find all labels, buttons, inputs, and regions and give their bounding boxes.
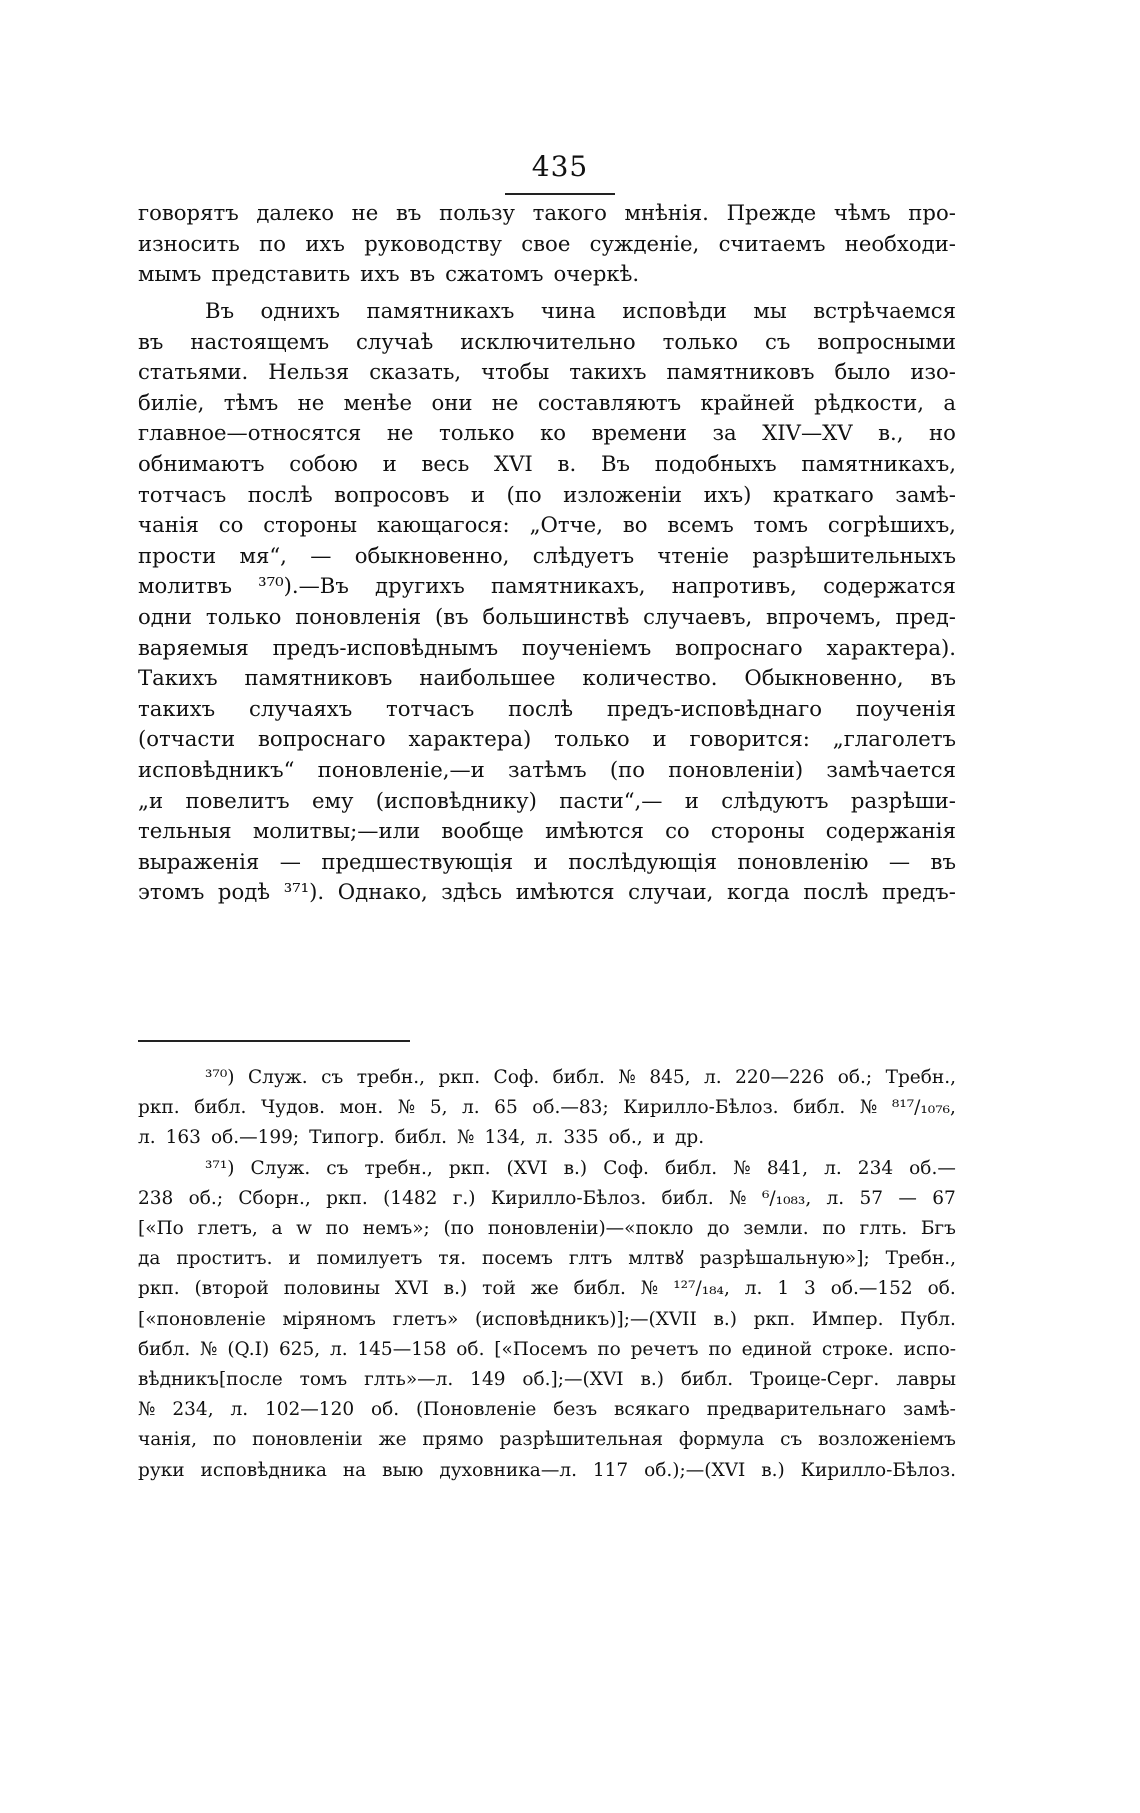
- footnote-line: ³⁷⁰) Служ. съ требн., ркп. Соф. библ. № 845, л. 220—226 об.; Требн.,: [205, 1067, 956, 1088]
- footnote-line: л. 163 об.—199; Типогр. библ. № 134, л. 335 об., и др.: [138, 1127, 705, 1149]
- footnote-line: да проститъ. и помилуетъ тя. посемъ глтъ млтвꙋ разрѣшальную»]; Требн.,: [138, 1248, 956, 1270]
- text-line: молитвъ ³⁷⁰).—Въ другихъ памятникахъ, напротивъ, содержатся: [138, 573, 956, 599]
- footnote-line: № 234, л. 102—120 об. (Поновленіе безъ всякаго предварительнаго замѣ-: [138, 1399, 956, 1421]
- text-line: говорятъ далеко не въ пользу такого мнѣнія. Прежде чѣмъ про-: [138, 200, 956, 225]
- footnote-line: чанія, по поновленіи же прямо разрѣшительная формула съ возложеніемъ: [138, 1429, 956, 1451]
- text-line: главное—относятся не только ко времени за XIV—XV в., но: [138, 420, 956, 446]
- footnote-line: 238 об.; Сборн., ркп. (1482 г.) Кирилло-Бѣлоз. библ. № ⁶/₁₀₈₃, л. 57 — 67: [138, 1187, 956, 1209]
- text-line: исповѣдникъ“ поновленіе,—и затѣмъ (по поновленіи) замѣчается: [138, 757, 956, 782]
- footnote-line: ркп. (второй половины XVI в.) той же библ. № ¹²⁷/₁₈₄, л. 1 3 об.—152 об.: [138, 1278, 956, 1300]
- footnote-line: библ. № (Q.I) 625, л. 145—158 об. [«Посемъ по речетъ по единой строке. испо-: [138, 1338, 956, 1360]
- text-line: статьями. Нельзя сказать, чтобы такихъ памятниковъ было изо-: [138, 359, 956, 385]
- text-line: обнимаютъ собою и весь XVI в. Въ подобныхъ памятникахъ,: [138, 451, 956, 476]
- footnote-separator: [138, 1040, 410, 1042]
- footnote-line: руки исповѣдника на выю духовника—л. 117 об.);—(XVI в.) Кирилло-Бѣлоз.: [138, 1459, 956, 1481]
- page-number-underline: [505, 193, 615, 195]
- text-line: варяемыя предъ-исповѣднымъ поученіемъ вопроснаго характера).: [138, 634, 956, 660]
- footnote-line: [«По глетъ, а w по немъ»; (по поновленіи)—«покло до земли. по глть. Бгъ: [138, 1218, 956, 1239]
- text-line: въ настоящемъ случаѣ исключительно только съ вопросными: [138, 328, 956, 354]
- text-line: „и повелитъ ему (исповѣднику) пасти“,— и слѣдуютъ разрѣши-: [138, 787, 956, 813]
- text-line: тотчасъ послѣ вопросовъ и (по изложеніи ихъ) краткаго замѣ-: [138, 481, 956, 507]
- footnote-line: ³⁷¹) Служ. съ требн., ркп. (XVI в.) Соф. библ. № 841, л. 234 об.—: [205, 1157, 956, 1179]
- text-line: выраженія — предшествующія и послѣдующія поновленію — въ: [138, 848, 956, 874]
- text-line: этомъ родѣ ³⁷¹). Однако, здѣсь имѣются случаи, когда послѣ предъ-: [138, 879, 956, 905]
- text-line: тельныя молитвы;—или вообще имѣются со стороны содержанія: [138, 818, 956, 844]
- page-number: 435: [531, 150, 589, 183]
- text-line: прости мя“, — обыкновенно, слѣдуетъ чтеніе разрѣшительныхъ: [138, 542, 956, 568]
- text-line: такихъ случаяхъ тотчасъ послѣ предъ-исповѣднаго поученія: [138, 695, 956, 721]
- text-line: одни только поновленія (въ большинствѣ случаевъ, впрочемъ, пред-: [138, 604, 956, 629]
- text-line: (отчасти вопроснаго характера) только и говорится: „глаголетъ: [138, 726, 956, 752]
- text-line: Такихъ памятниковъ наибольшее количество. Обыкновенно, въ: [138, 665, 956, 691]
- footnote-line: ркп. библ. Чудов. мон. № 5, л. 65 об.—83; Кирилло-Бѣлоз. библ. № ⁸¹⁷/₁₀₇₆,: [138, 1097, 956, 1119]
- text-line: Въ однихъ памятникахъ чина исповѣди мы встрѣчаемся: [205, 298, 956, 323]
- text-line: мымъ представить ихъ въ сжатомъ очеркѣ.: [138, 261, 640, 286]
- text-line: биліе, тѣмъ не менѣе они не составляютъ крайней рѣдкости, а: [138, 389, 956, 415]
- text-line: чанія со стороны кающагося: „Отче, во всемъ томъ согрѣшихъ,: [138, 512, 956, 538]
- footnote-line: вѣдникъ[после томъ глть»—л. 149 об.];—(XVI в.) библ. Троице-Серг. лавры: [138, 1369, 956, 1390]
- footnote-line: [«поновленіе міряномъ глетъ» (исповѣдникъ)];—(XVII в.) ркп. Импер. Публ.: [138, 1308, 956, 1330]
- text-line: износить по ихъ руководству свое сужденіе, считаемъ необходи-: [138, 230, 956, 256]
